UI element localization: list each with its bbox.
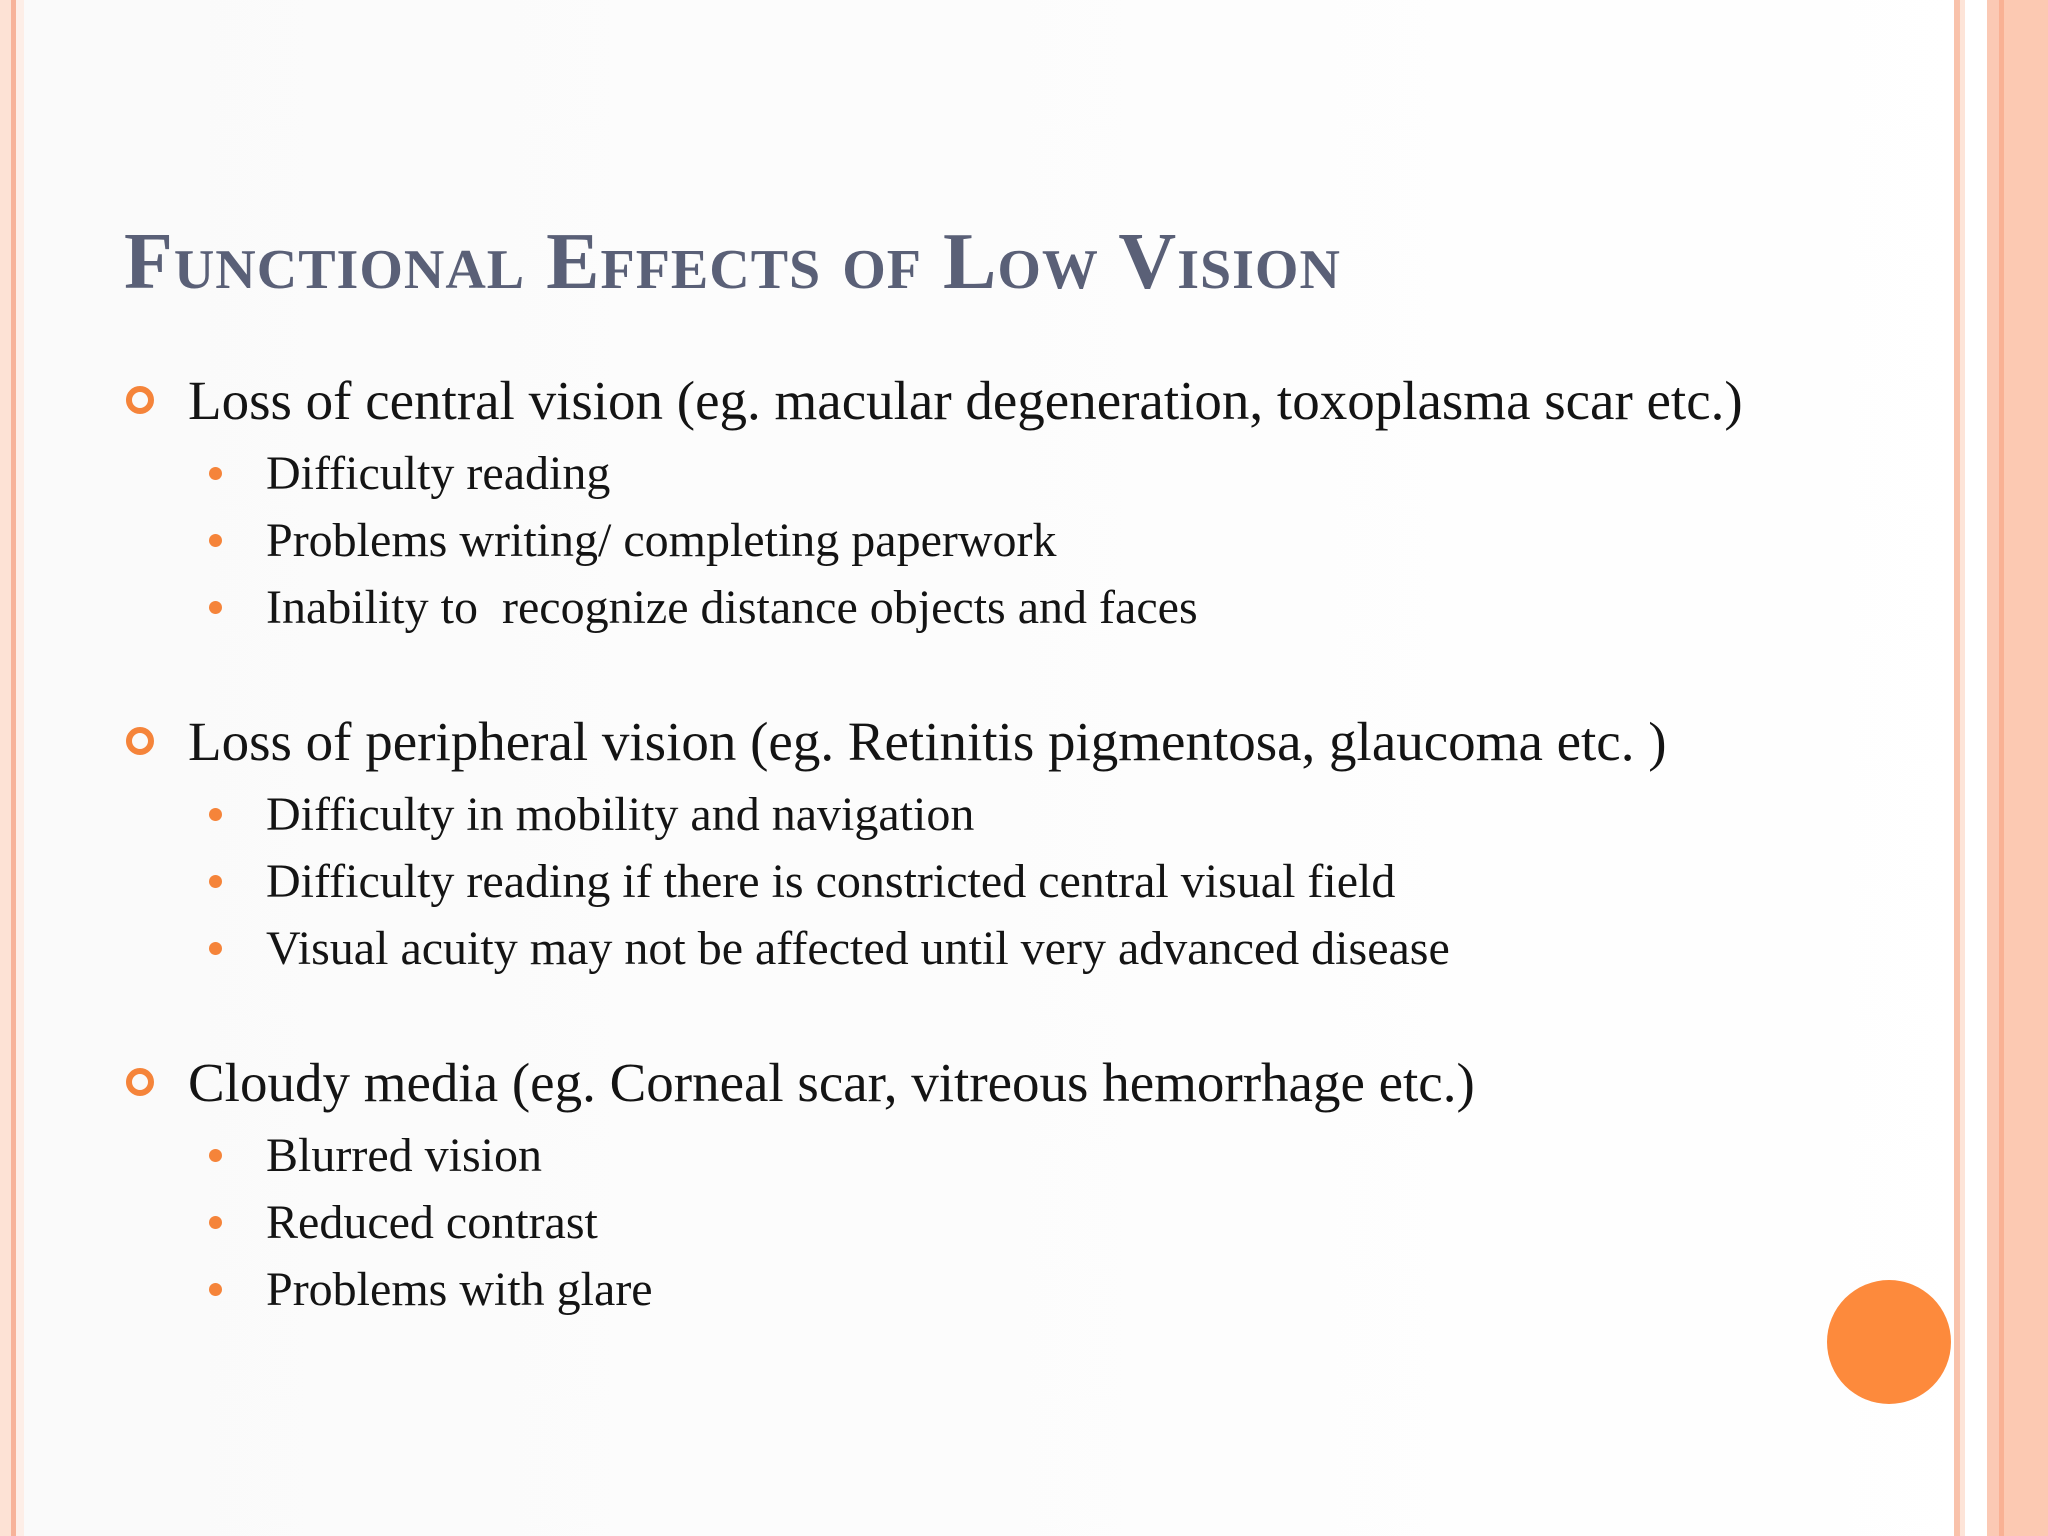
right-border-stripe xyxy=(2004,0,2048,1536)
sub-bullet-text: Visual acuity may not be affected until very advanced disease xyxy=(266,922,1450,975)
main-bullet xyxy=(124,360,1924,440)
dot-bullet-icon xyxy=(209,1216,222,1229)
sub-bullet-list xyxy=(124,781,1924,982)
sub-bullet-list xyxy=(124,1122,1924,1323)
sub-bullet-list xyxy=(124,440,1924,641)
dot-bullet-icon xyxy=(209,875,222,888)
main-bullet xyxy=(124,1042,1924,1122)
dot-bullet-icon xyxy=(209,534,222,547)
sub-bullet xyxy=(124,574,1924,641)
section-peripheral-vision xyxy=(124,701,1924,982)
ring-bullet-icon xyxy=(126,1068,154,1096)
slide-title: Functional Effects of Low Vision xyxy=(124,218,1341,306)
dot-bullet-icon xyxy=(209,1283,222,1296)
left-border-inner xyxy=(16,0,24,1536)
sub-bullet xyxy=(124,1256,1924,1323)
sub-bullet xyxy=(124,1189,1924,1256)
dot-bullet-icon xyxy=(209,601,222,614)
sub-bullet xyxy=(124,781,1924,848)
section-central-vision xyxy=(124,360,1924,641)
main-bullet-text: Loss of peripheral vision (eg. Retinitis pigmentosa, glaucoma etc. ) xyxy=(188,710,1667,772)
section-cloudy-media xyxy=(124,1042,1924,1323)
sub-bullet xyxy=(124,1122,1924,1189)
main-bullet-text: Cloudy media (eg. Corneal scar, vitreous hemorrhage etc.) xyxy=(188,1051,1475,1113)
bullet-content xyxy=(124,360,1924,1323)
main-bullet-text: Loss of central vision (eg. macular degeneration, toxoplasma scar etc.) xyxy=(188,369,1743,431)
dot-bullet-icon xyxy=(209,942,222,955)
dot-bullet-icon xyxy=(209,1149,222,1162)
sub-bullet-text: Difficulty in mobility and navigation xyxy=(266,788,975,841)
sub-bullet-text: Blurred vision xyxy=(266,1129,542,1182)
main-bullet xyxy=(124,701,1924,781)
sub-bullet-text: Problems with glare xyxy=(266,1263,653,1316)
sub-bullet xyxy=(124,440,1924,507)
right-border-gap xyxy=(1965,0,1987,1536)
sub-bullet xyxy=(124,507,1924,574)
sub-bullet xyxy=(124,915,1924,982)
sub-bullet-text: Inability to recognize distance objects and faces xyxy=(266,581,1198,634)
right-border-band xyxy=(1987,0,1999,1536)
dot-bullet-icon xyxy=(209,467,222,480)
sub-bullet-text: Difficulty reading xyxy=(266,447,611,500)
sub-bullet xyxy=(124,848,1924,915)
ring-bullet-icon xyxy=(126,727,154,755)
sub-bullet-text: Problems writing/ completing paperwork xyxy=(266,514,1057,567)
ring-bullet-icon xyxy=(126,386,154,414)
left-border-stripe xyxy=(0,0,11,1536)
dot-bullet-icon xyxy=(209,808,222,821)
decorative-orange-circle xyxy=(1827,1280,1951,1404)
sub-bullet-text: Difficulty reading if there is constricted central visual field xyxy=(266,855,1396,908)
sub-bullet-text: Reduced contrast xyxy=(266,1196,598,1249)
